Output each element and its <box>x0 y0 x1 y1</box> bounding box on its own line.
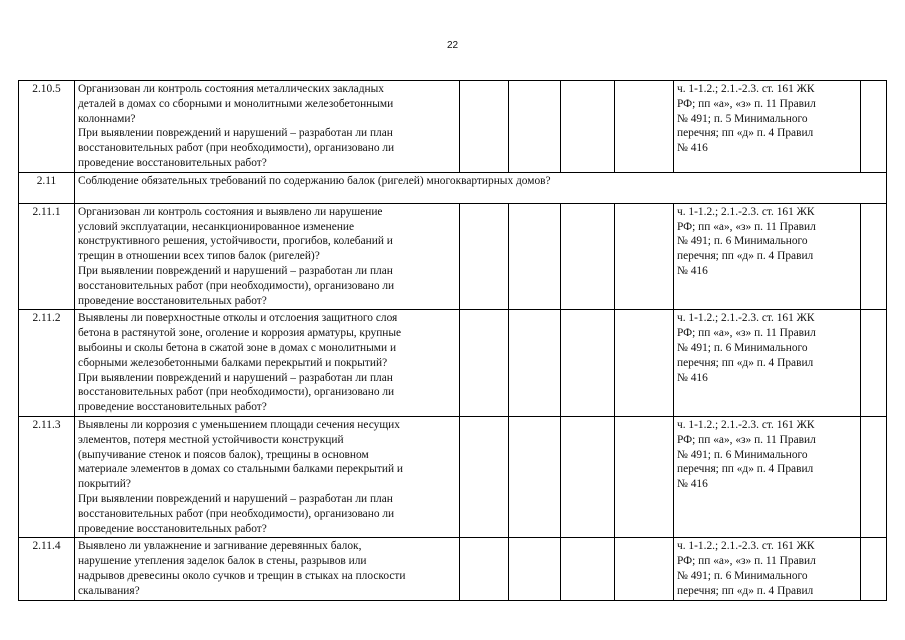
answer-cell-yes[interactable] <box>460 203 509 310</box>
question-text: Выявлены ли поверхностные отколы и отслоения защитного слоя бетона в растянутой зоне, оголение и коррозия арматуры, крупные выбоины и сколы бетона в сжатой зоне в домах с монолитными и сборными железобетонными балками перекрытий и покрытий? При выявлении повреждений и нарушений – разработан ли план восстановительных работ (при необходимости), организовано ли проведение восстановительных работ? <box>75 310 460 417</box>
page-number: 22 <box>446 40 459 51</box>
note-cell[interactable] <box>861 310 887 417</box>
question-text: Выявлены ли коррозия с уменьшением площади сечения несущих элементов, потеря местной устойчивости конструкций (выпучивание стенок и поясов балок), трещины в основном материале элементов в домах со стальными балками перекрытий и покрытий? При выявлении повреждений и нарушений – разработан ли план восстановительных работ (при необходимости), организовано ли проведение восстановительных работ? <box>75 416 460 537</box>
item-number: 2.10.5 <box>19 81 75 173</box>
item-number: 2.11.2 <box>19 310 75 417</box>
answer-cell-na[interactable] <box>561 416 615 537</box>
answer-cell-na[interactable] <box>561 81 615 173</box>
table-row <box>19 203 887 310</box>
legal-reference: ч. 1-1.2.; 2.1.-2.3. ст. 161 ЖК РФ; пп «а», «з» п. 11 Правил № 491; п. 6 Минимального перечня; пп «д» п. 4 Правил № 416 <box>674 310 861 417</box>
answer-cell-no[interactable] <box>509 416 561 537</box>
section-row <box>19 172 887 203</box>
answer-cell-na[interactable] <box>561 310 615 417</box>
checklist-table <box>18 80 887 601</box>
legal-reference: ч. 1-1.2.; 2.1.-2.3. ст. 161 ЖК РФ; пп «а», «з» п. 11 Правил № 491; п. 5 Минимального перечня; пп «д» п. 4 Правил № 416 <box>674 81 861 173</box>
legal-reference: ч. 1-1.2.; 2.1.-2.3. ст. 161 ЖК РФ; пп «а», «з» п. 11 Правил № 491; п. 6 Минимального перечня; пп «д» п. 4 Правил № 416 <box>674 416 861 537</box>
legal-reference: ч. 1-1.2.; 2.1.-2.3. ст. 161 ЖК РФ; пп «а», «з» п. 11 Правил № 491; п. 6 Минимального перечня; пп «д» п. 4 Правил № 416 <box>674 203 861 310</box>
answer-cell-no[interactable] <box>509 310 561 417</box>
table-row <box>19 81 887 173</box>
answer-cell-yes[interactable] <box>460 310 509 417</box>
question-text: Организован ли контроль состояния и выявлено ли нарушение условий эксплуатации, несанкционированное изменение конструктивного решения, устойчивости, прогибов, колебаний и трещин в отношении всех типов балок (ригелей)? При выявлении повреждений и нарушений – разработан ли план восстановительных работ (при необходимости), организовано ли проведение восстановительных работ? <box>75 203 460 310</box>
section-title: Соблюдение обязательных требований по содержанию балок (ригелей) многоквартирных домов? <box>75 172 887 203</box>
answer-cell-no[interactable] <box>509 538 561 600</box>
answer-cell-yes[interactable] <box>460 538 509 600</box>
answer-cell-na[interactable] <box>561 538 615 600</box>
note-cell[interactable] <box>861 538 887 600</box>
answer-cell-no[interactable] <box>509 203 561 310</box>
table-row <box>19 538 887 600</box>
answer-cell-na[interactable] <box>561 203 615 310</box>
answer-cell-yes[interactable] <box>460 416 509 537</box>
answer-cell-yes[interactable] <box>460 81 509 173</box>
item-number: 2.11.3 <box>19 416 75 537</box>
legal-reference: ч. 1-1.2.; 2.1.-2.3. ст. 161 ЖК РФ; пп «а», «з» п. 11 Правил № 491; п. 6 Минимального перечня; пп «д» п. 4 Правил <box>674 538 861 600</box>
answer-cell-extra[interactable] <box>615 81 674 173</box>
question-text: Выявлено ли увлажнение и загнивание деревянных балок, нарушение утепления заделок балок в стены, разрывов или надрывов древесины около сучков и трещин в стыках на плоскости скалывания? <box>75 538 460 600</box>
answer-cell-extra[interactable] <box>615 416 674 537</box>
answer-cell-extra[interactable] <box>615 310 674 417</box>
answer-cell-extra[interactable] <box>615 538 674 600</box>
item-number: 2.11.4 <box>19 538 75 600</box>
question-text: Организован ли контроль состояния металлических закладных деталей в домах со сборными и монолитными железобетонными колоннами? При выявлении повреждений и нарушений – разработан ли план восстановительных работ (при необходимости), организовано ли проведение восстановительных работ? <box>75 81 460 173</box>
note-cell[interactable] <box>861 81 887 173</box>
table-row <box>19 416 887 537</box>
note-cell[interactable] <box>861 416 887 537</box>
section-number: 2.11 <box>19 172 75 203</box>
note-cell[interactable] <box>861 203 887 310</box>
table-row <box>19 310 887 417</box>
item-number: 2.11.1 <box>19 203 75 310</box>
answer-cell-extra[interactable] <box>615 203 674 310</box>
answer-cell-no[interactable] <box>509 81 561 173</box>
